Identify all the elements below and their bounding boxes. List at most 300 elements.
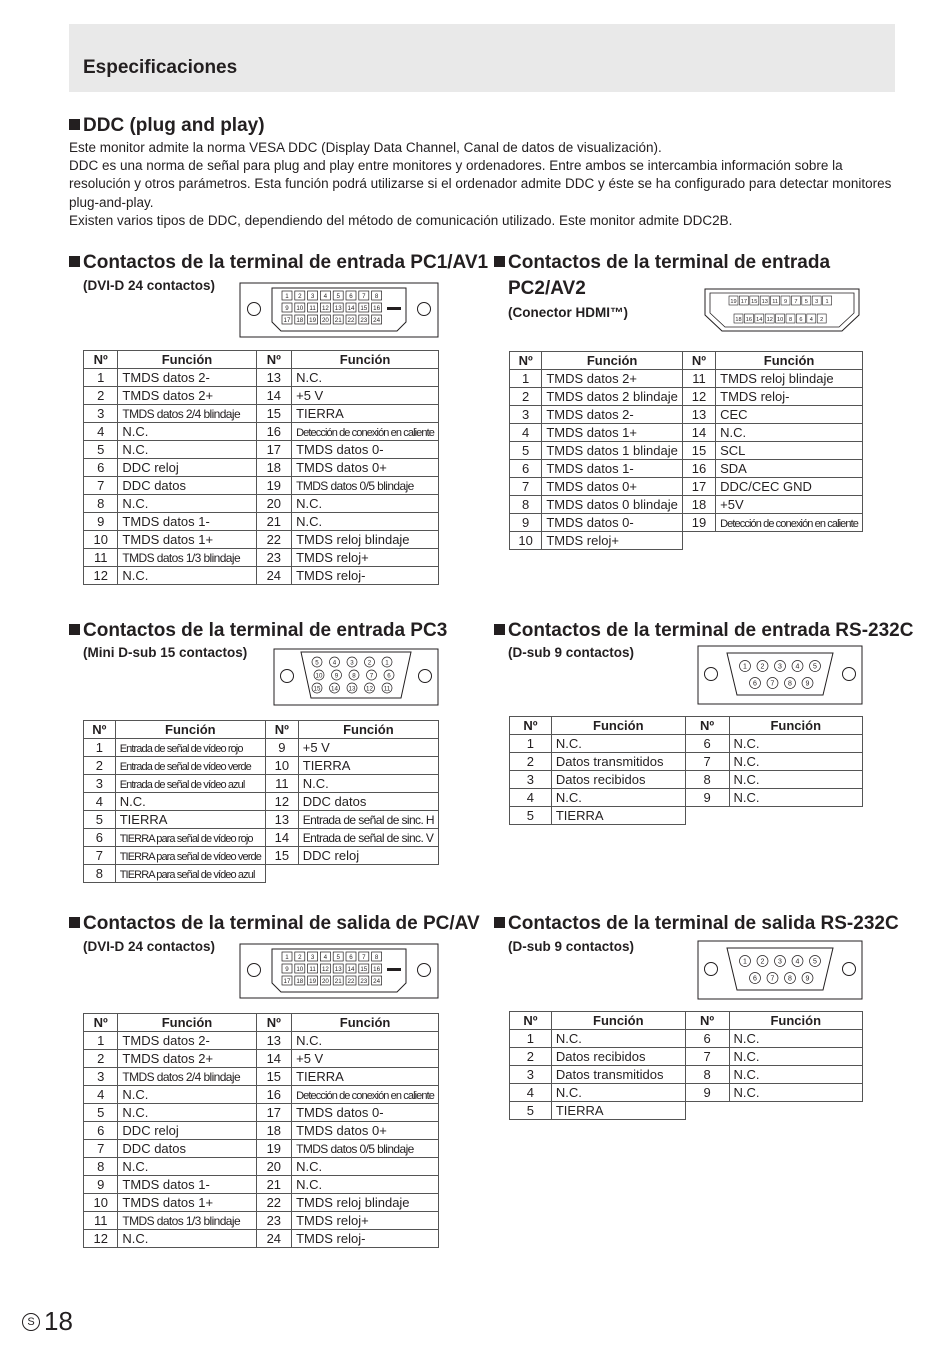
table-row [84,811,439,829]
pin-number: 10 [265,757,298,775]
pin-label: 19 [309,978,317,985]
pin-function: Datos recibidos [551,1048,685,1066]
pin-label: 4 [795,958,800,966]
pc3-section-title [69,620,447,642]
table-row [510,1084,863,1102]
pin-function: N.C. [292,513,439,531]
header-number: Nº [84,721,116,739]
pin-number: 7 [84,477,118,495]
pin-number: 20 [256,495,292,513]
ddc-paragraph: Existen varios tipos de DDC, dependiendo del método de comunicación utilizado. Este monitor admite DDC2B. [69,212,733,228]
table-row [84,829,439,847]
pin-number: 17 [256,1104,292,1122]
pin-function: N.C. [729,753,862,771]
pin-function: TMDS datos 0/5 blindaje [292,477,439,495]
pin-function: Entrada de señal de vídeo rojo [115,739,265,757]
pin-number: 19 [256,1140,292,1158]
pin-label: 7 [794,299,798,305]
pin-function: TMDS datos 1+ [542,424,683,442]
pc3-title-text: Contactos de la terminal de entrada PC3 [83,620,448,641]
header-function: Función [292,351,439,369]
pin-number: 8 [685,1066,729,1084]
pin-number: 11 [682,370,715,388]
table-row [84,1176,439,1194]
pin-number: 6 [84,459,118,477]
pin-label: 1 [825,299,829,305]
pin-label: 5 [813,663,817,671]
table-row [84,1230,439,1248]
table-row [84,513,439,531]
pc2-pin-table [509,351,863,550]
pin-label: 2 [760,958,765,966]
table-row [84,477,439,495]
pin-function: +5 V [298,739,438,757]
pin-function: N.C. [292,495,439,513]
pin-function: N.C. [729,1048,862,1066]
table-row [84,1086,439,1104]
pin-label: 4 [323,954,328,961]
pin-number: 14 [682,424,715,442]
table-row [84,775,439,793]
pin-function: TMDS reloj- [292,1230,439,1248]
pin-label: 8 [352,672,356,680]
pc2-title-text: Contactos de la terminal de entrada [508,252,831,273]
pc2-subtitle: (Conector HDMI™) [508,305,628,320]
pin-function: N.C. [292,369,439,387]
pin-function: N.C. [118,495,256,513]
pin-label: 5 [336,293,340,300]
pin-number: 12 [84,567,118,585]
pin-function: SDA [716,460,863,478]
pin-label: 18 [735,317,742,323]
pin-label: 13 [761,299,768,305]
table-row [84,387,439,405]
empty-cell [682,532,715,550]
header-number: Nº [682,352,715,370]
header-number: Nº [256,1014,292,1032]
pin-number: 24 [256,1230,292,1248]
pin-label: 7 [362,954,366,961]
pin-label: 13 [348,685,356,693]
pin-function: TMDS reloj blindaje [716,370,863,388]
pin-function: TMDS datos 0- [292,1104,439,1122]
screw-icon [248,303,261,316]
pin-number: 7 [84,1140,118,1158]
pin-number: 1 [84,369,118,387]
pin-function: TMDS datos 0/5 blindaje [292,1140,439,1158]
pin-number: 9 [84,513,118,531]
pin-function: DDC datos [118,1140,256,1158]
pin-number: 4 [84,793,116,811]
pin-label: 8 [788,317,793,323]
pin-function: +5 V [292,387,439,405]
pin-number: 2 [84,1050,118,1068]
table-row [510,442,863,460]
pin-label: 14 [347,966,355,973]
pin-label: 14 [347,305,355,312]
pin-label: 9 [805,975,810,983]
table-row [510,532,863,550]
table-row [510,771,863,789]
table-row [84,441,439,459]
table-row [510,478,863,496]
pin-number: 5 [84,1104,118,1122]
pin-function: TMDS datos 2/4 blindaje [118,1068,256,1086]
square-bullet-icon [494,624,505,635]
pin-label: 21 [334,978,342,985]
rs-in-title-text: Contactos de la terminal de entrada RS-232C [508,620,914,641]
pin-label: 11 [772,299,779,305]
pin-function: TMDS datos 2+ [542,370,683,388]
pin-function: TMDS reloj- [716,388,863,406]
pin-label: 10 [315,672,323,680]
table-row [510,406,863,424]
screw-icon [248,964,261,977]
pin-label: 1 [385,659,389,667]
pin-function: TMDS reloj+ [292,1212,439,1230]
pin-number: 16 [256,1086,292,1104]
ddc-paragraph: Este monitor admite la norma VESA DDC (Display Data Channel, Canal de datos de visualización). [69,140,662,155]
pin-label: 7 [362,293,366,300]
pin-number: 1 [510,1030,552,1048]
pin-label: 5 [804,299,808,305]
pin-function: Entrada de señal de sinc. V [298,829,438,847]
pin-label: 9 [285,305,289,312]
table-row [84,757,439,775]
pin-label: 16 [745,317,753,323]
empty-cell [716,532,863,550]
pin-function: TIERRA [551,1102,685,1120]
square-bullet-icon [69,624,80,635]
pin-label: 11 [309,305,316,312]
pin-function: TMDS datos 1+ [118,1194,256,1212]
pin-number: 21 [256,513,292,531]
pin-label: 15 [360,305,368,312]
pin-label: 6 [349,293,353,300]
pin-function: N.C. [118,423,256,441]
pin-function: N.C. [729,1084,862,1102]
pin-function: N.C. [729,771,862,789]
pin-label: 19 [730,299,737,305]
pin-number: 22 [256,531,292,549]
pin-function: TMDS datos 0- [542,514,683,532]
pin-function: N.C. [729,1030,862,1048]
pin-label: 6 [799,317,803,323]
pin-number: 10 [84,531,118,549]
pc1-subtitle: (DVI-D 24 contactos) [83,278,216,293]
pin-number: 3 [84,1068,118,1086]
pin-number: 2 [84,387,118,405]
pin-number: 5 [84,441,118,459]
pin-label: 16 [373,305,381,312]
pc-out-section-title [69,913,480,935]
language-badge: S [22,1313,40,1331]
pin-number: 1 [84,1032,118,1050]
table-row [84,1194,439,1212]
pin-function: DDC reloj [118,1122,256,1140]
pin-number: 2 [510,388,542,406]
pin-function: TMDS datos 1- [542,460,683,478]
pc1-pin-table [83,350,439,585]
pin-function: N.C. [551,1084,685,1102]
header-function: Función [551,1012,685,1030]
pin-label: 10 [296,966,304,973]
table-row [510,807,863,825]
pin-number: 9 [685,789,729,807]
pin-number: 12 [84,1230,118,1248]
pin-function: N.C. [118,1104,256,1122]
table-row [84,495,439,513]
pc3-pin-table [83,720,439,883]
pin-function: TIERRA para señal de vídeo verde [115,847,265,865]
pin-function: N.C. [118,1158,256,1176]
pin-function: TMDS datos 2+ [118,387,256,405]
screw-icon [705,963,718,976]
pin-function: TMDS datos 2- [542,406,683,424]
pin-function: Datos transmitidos [551,1066,685,1084]
pin-number: 14 [256,387,292,405]
pin-function: TIERRA para señal de vídeo rojo [115,829,265,847]
rs-out-pin-table [509,1011,863,1120]
hdmi-shell [705,289,859,331]
pin-function: TIERRA [298,757,438,775]
pin-function: Entrada de señal de vídeo verde [115,757,265,775]
square-bullet-icon [494,917,505,928]
table-row [84,405,439,423]
pin-label: 4 [809,317,813,323]
table-row [84,549,439,567]
pin-number: 24 [256,567,292,585]
pin-function: TMDS datos 2- [118,369,256,387]
header-function: Función [118,1014,256,1032]
square-bullet-icon [69,917,80,928]
header-number: Nº [256,351,292,369]
pin-number: 9 [84,1176,118,1194]
pin-number: 6 [685,1030,729,1048]
pin-number: 22 [256,1194,292,1212]
table-row [84,1050,439,1068]
connector-frame [274,649,438,705]
header-function: Función [298,721,438,739]
pin-number: 4 [84,423,118,441]
pin-function: TIERRA [292,405,439,423]
pin-number: 15 [265,847,298,865]
pin-function: N.C. [729,735,862,753]
pin-function: TMDS datos 2- [118,1032,256,1050]
pin-number: 9 [510,514,542,532]
table-row [510,753,863,771]
table-row [84,847,439,865]
pin-number: 12 [682,388,715,406]
pin-number: 2 [510,1048,552,1066]
pin-number: 2 [84,757,116,775]
header-number: Nº [510,352,542,370]
dvi-connector-diagram [239,282,439,338]
pin-function: N.C. [115,793,265,811]
pin-function: TMDS datos 1 blindaje [542,442,683,460]
pin-label: 15 [360,966,368,973]
pc2-section-title-line2: PC2/AV2 [508,278,586,299]
pin-label: 3 [310,954,315,961]
pin-label: 13 [334,966,342,973]
pin-number: 13 [682,406,715,424]
empty-cell [729,807,862,825]
pin-label: 3 [310,293,315,300]
pin-number: 3 [84,775,116,793]
pin-function: TMDS reloj+ [542,532,683,550]
pin-function: TIERRA [115,811,265,829]
pin-label: 14 [331,685,338,693]
pin-number: 5 [510,1102,552,1120]
pin-number: 3 [510,1066,552,1084]
pin-function: DDC reloj [118,459,256,477]
pin-label: 4 [323,293,328,300]
db9-connector-diagram [697,645,863,705]
empty-cell [729,1102,862,1120]
header-number: Nº [510,717,552,735]
pin-label: 7 [770,680,775,688]
pin-label: 2 [367,659,372,667]
rs-in-section-title [494,620,913,642]
header-function: Función [542,352,683,370]
table-row [84,1068,439,1086]
rs-in-subtitle: (D-sub 9 contactos) [508,645,635,660]
pin-number: 7 [685,1048,729,1066]
pin-number: 3 [510,771,552,789]
pin-number: 2 [510,753,552,771]
pin-label: 5 [813,958,817,966]
pin-label: 20 [321,978,329,985]
pin-function: N.C. [551,1030,685,1048]
pin-label: 7 [770,975,775,983]
square-bullet-icon [494,256,505,267]
pin-number: 4 [510,789,552,807]
pc1-title-text: Contactos de la terminal de entrada PC1/AV1 [83,252,489,273]
empty-cell [685,1102,729,1120]
header-function: Función [118,351,256,369]
table-row [84,865,439,883]
pin-number: 8 [84,865,116,883]
pin-label: 9 [783,299,788,305]
pin-label: 9 [805,680,810,688]
pin-function: TMDS datos 0 blindaje [542,496,683,514]
table-row [510,370,863,388]
header-band [69,24,895,92]
empty-cell [265,865,298,883]
pin-number: 4 [510,424,542,442]
pin-function: N.C. [551,789,685,807]
pin-function: TMDS datos 2+ [118,1050,256,1068]
pin-label: 22 [347,978,355,985]
pin-number: 18 [682,496,715,514]
table-row [84,1140,439,1158]
pin-label: 23 [360,978,368,985]
pin-label: 17 [283,317,291,324]
ddc-paragraph: DDC es una norma de señal para plug and play entre monitores y ordenadores. Entre ambos se intercambia información sobre la resolución y otros parámetros. Esta función podrá utilizarse si el ordenador admite DDC y éste se ha configurado para detectar monitores plug-and-play. [69,158,892,210]
header-number: Nº [510,1012,552,1030]
pin-number: 11 [84,1212,118,1230]
header-function: Función [115,721,265,739]
pin-function: TMDS datos 1+ [118,531,256,549]
dvi-blade [387,968,401,971]
pin-label: 3 [778,958,782,966]
pin-function: DDC reloj [298,847,438,865]
square-bullet-icon [69,119,80,130]
pin-label: 10 [776,317,784,323]
pin-label: 24 [373,978,381,985]
pin-label: 16 [373,966,381,973]
pin-number: 20 [256,1158,292,1176]
pin-label: 24 [373,317,381,324]
pin-number: 11 [84,549,118,567]
pin-function: N.C. [716,424,863,442]
pin-number: 15 [682,442,715,460]
pin-label: 12 [766,317,773,323]
pin-label: 7 [369,672,374,680]
pin-number: 17 [682,478,715,496]
pin-label: 9 [285,966,289,973]
empty-cell [298,865,438,883]
pin-function: N.C. [729,789,862,807]
header-function: Función [716,352,863,370]
pin-label: 12 [321,305,329,312]
pin-label: 5 [315,659,319,667]
pin-label: 9 [334,672,339,680]
pc-out-subtitle: (DVI-D 24 contactos) [83,939,216,954]
pin-function: Entrada de señal de vídeo azul [115,775,265,793]
pin-function: TMDS datos 1/3 blindaje [118,549,256,567]
db9-connector-diagram [697,940,863,1000]
pin-function: TMDS datos 1- [118,513,256,531]
pin-function: TMDS datos 0+ [292,459,439,477]
pin-label: 11 [383,685,391,693]
pc2-section-title [494,252,830,274]
pin-number: 3 [84,405,118,423]
dsub-shell [727,948,833,990]
pin-number: 7 [84,847,116,865]
table-row [84,1158,439,1176]
pin-number: 6 [510,460,542,478]
pin-number: 6 [84,829,116,847]
pin-label: 10 [296,305,304,312]
pin-label: 2 [298,293,302,300]
pin-function: N.C. [118,441,256,459]
pin-function: N.C. [292,1158,439,1176]
pin-number: 8 [510,496,542,514]
pin-label: 5 [336,954,340,961]
pin-label: 21 [334,317,342,324]
pin-number: 18 [256,459,292,477]
pin-label: 13 [334,305,342,312]
pc-out-title-text: Contactos de la terminal de salida de PC/AV [83,913,480,934]
rs-out-section-title [494,913,899,935]
pin-number: 16 [256,423,292,441]
pin-function: TMDS datos 0- [292,441,439,459]
table-row [84,1032,439,1050]
header-function: Función [729,717,862,735]
pin-label: 8 [374,954,379,961]
pin-number: 11 [265,775,298,793]
table-row [84,739,439,757]
pin-label: 6 [349,954,353,961]
pin-label: 23 [360,317,368,324]
table-row [84,369,439,387]
table-row [510,388,863,406]
pin-label: 18 [296,978,304,985]
rs-out-title-text: Contactos de la terminal de salida RS-232C [508,913,899,934]
pin-function: N.C. [118,1086,256,1104]
header-number: Nº [685,717,729,735]
